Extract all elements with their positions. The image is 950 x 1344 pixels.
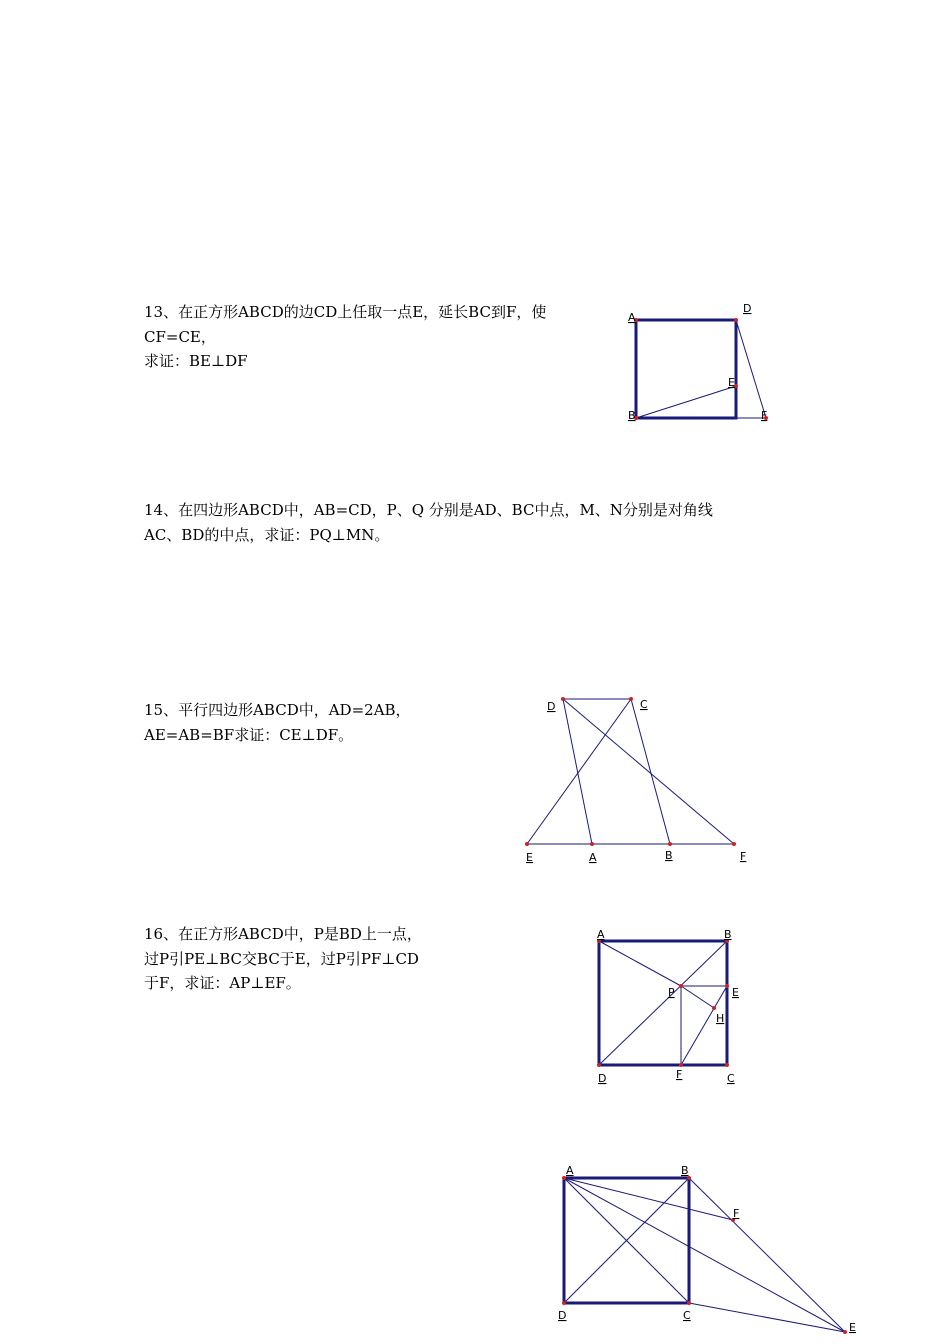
problem-16-line-3: 于F，求证：AP⊥EF。 [144,974,301,992]
fig17-label-C: C [683,1309,691,1322]
problem-16-line-1: 16、在正方形ABCD中，P是BD上一点， [144,925,422,943]
problem-13-line-2: CF=CE， [144,327,216,346]
fig15-label-F: F [740,850,747,863]
fig17-label-D: D [558,1309,567,1322]
fig15-label-C: C [640,698,648,711]
fig17-label-F: F [733,1207,740,1220]
fig16-label-F: F [676,1068,683,1081]
fig17-point-D [562,1301,566,1305]
fig17-segment-AE [564,1178,845,1332]
fig16-label-E: E [732,986,739,999]
fig15-label-E: E [526,851,533,864]
fig17-point-C [687,1301,691,1305]
fig17-point-E [843,1330,847,1334]
fig13-label-D: D [743,302,752,315]
fig15-label-D: D [547,700,556,713]
fig13-label-E: E [728,376,735,389]
fig16-label-P: P [668,986,675,999]
problem-16-line-2: 过P引PE⊥BC交BC于E，过P引PF⊥CD [144,949,419,968]
fig13-label-F: F [761,409,768,422]
fig13-label-B: B [628,409,636,422]
fig15-label-A: A [589,851,597,864]
fig17-label-E: E [849,1321,856,1334]
fig17-segment-CE [689,1303,845,1332]
problem-13-line-1: 13、在正方形ABCD的边CD上任取一点E，延长BC到F，使 [144,303,547,321]
fig15-label-B: B [665,849,673,862]
fig17-segment-BE [689,1178,845,1332]
problem-13-line-3: 求证：BE⊥DF [144,352,248,370]
fig16-label-C: C [727,1072,735,1085]
problem-14-line-1: 14、在四边形ABCD中，AB=CD，P、Q 分别是AD、BC中点，M、N分别是对角线 [144,501,713,519]
fig13-label-A: A [628,311,636,324]
problem-14-line-2: AC、BD的中点，求证：PQ⊥MN。 [144,525,390,544]
fig17-label-A: A [566,1164,574,1177]
problem-15-line-2: AE=AB=BF求证：CE⊥DF。 [144,725,354,744]
fig16-label-A: A [597,928,605,941]
problem-15-line-1: 15、平行四边形ABCD中，AD=2AB， [144,701,411,719]
fig17-segment-AF [564,1178,733,1220]
fig16-label-H: H [716,1012,725,1025]
fig16-label-D: D [598,1072,607,1085]
fig16-label-B: B [724,928,732,941]
fig17-label-B: B [681,1164,689,1177]
